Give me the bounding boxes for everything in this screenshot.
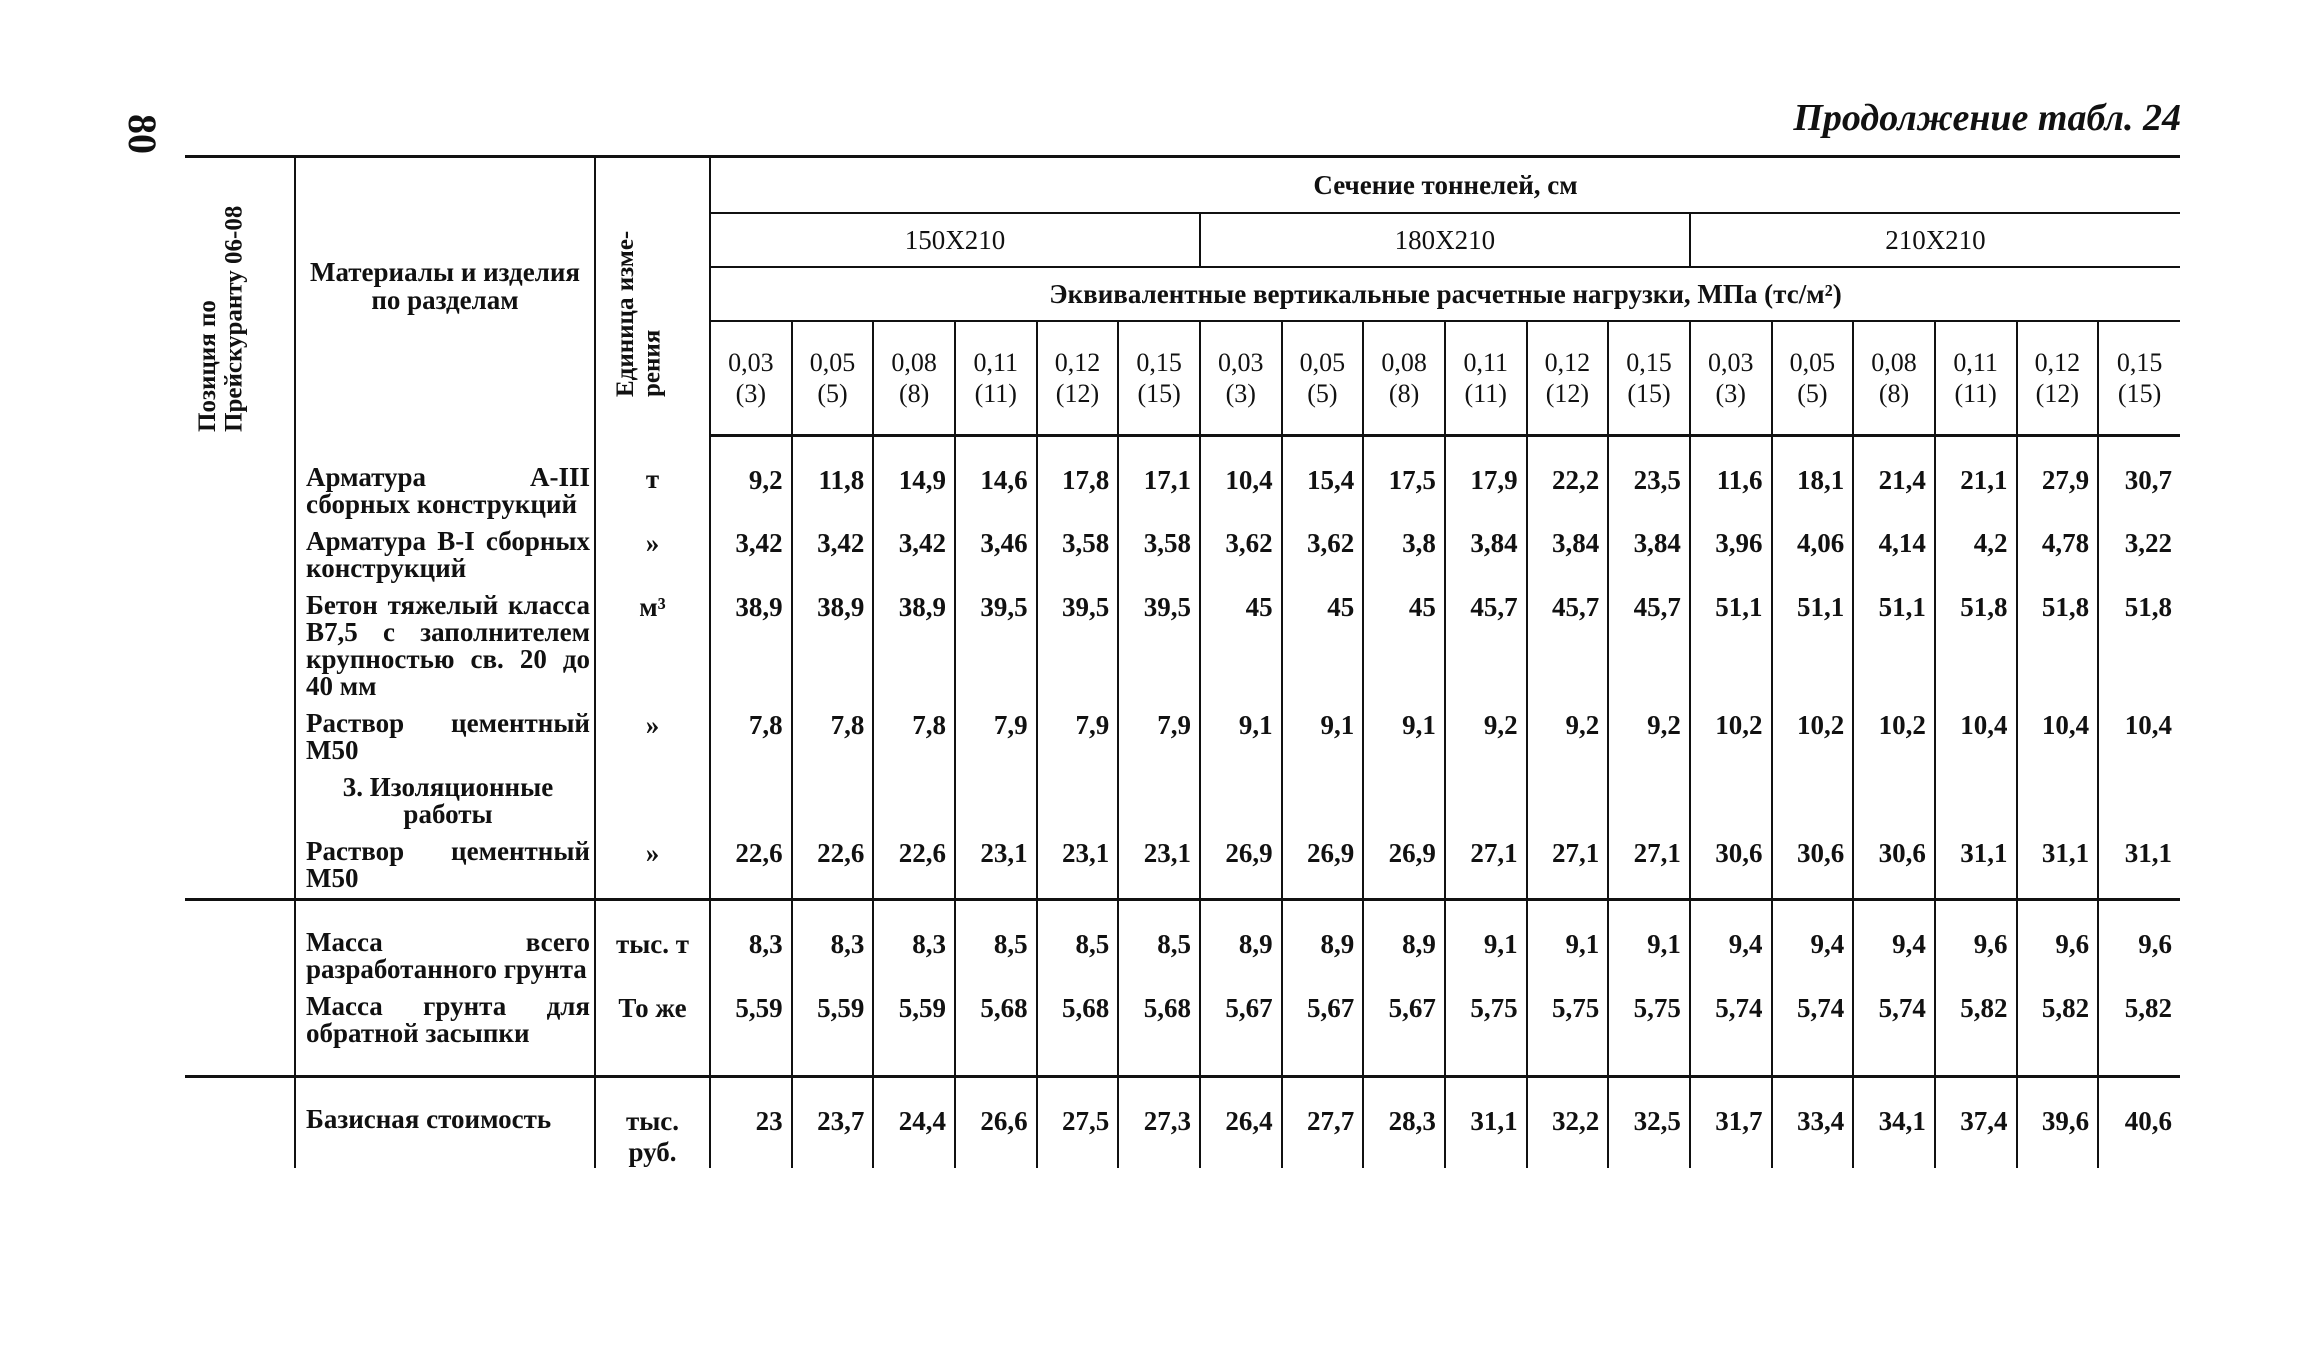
value-cell: 3,8 bbox=[1363, 524, 1445, 588]
header-load-10: 0,11 (11) bbox=[1445, 321, 1527, 436]
header-load-3: 0,08 (8) bbox=[873, 321, 955, 436]
position-cell bbox=[185, 588, 295, 706]
header-load-15: 0,08 (8) bbox=[1853, 321, 1935, 436]
value-cell bbox=[1853, 770, 1935, 834]
value-cell: 27,1 bbox=[1445, 834, 1527, 900]
value-cell: 5,59 bbox=[873, 989, 955, 1077]
value-cell: 8,3 bbox=[792, 899, 874, 989]
value-cell: 7,9 bbox=[1037, 706, 1119, 770]
value-cell: 27,5 bbox=[1037, 1076, 1119, 1168]
value-cell bbox=[955, 770, 1037, 834]
value-cell: 23 bbox=[710, 1076, 792, 1168]
value-cell: 5,68 bbox=[955, 989, 1037, 1077]
header-load-9: 0,08 (8) bbox=[1363, 321, 1445, 436]
value-cell: 27,9 bbox=[2017, 436, 2099, 524]
header-load-17: 0,12 (12) bbox=[2017, 321, 2099, 436]
value-cell: 9,2 bbox=[710, 436, 792, 524]
value-cell: 3,96 bbox=[1690, 524, 1772, 588]
value-cell: 27,7 bbox=[1282, 1076, 1364, 1168]
value-cell: 3,46 bbox=[955, 524, 1037, 588]
header-position bbox=[185, 157, 295, 436]
value-cell bbox=[1527, 770, 1609, 834]
material-cell: Раствор цементный М50 bbox=[295, 706, 595, 770]
value-cell bbox=[1282, 770, 1364, 834]
value-cell: 37,4 bbox=[1935, 1076, 2017, 1168]
unit-cell: » bbox=[595, 706, 710, 770]
value-cell: 3,62 bbox=[1200, 524, 1282, 588]
header-load-11: 0,12 (12) bbox=[1527, 321, 1609, 436]
value-cell: 5,74 bbox=[1853, 989, 1935, 1077]
value-cell: 10,4 bbox=[1935, 706, 2017, 770]
value-cell: 5,82 bbox=[2017, 989, 2099, 1077]
value-cell: 10,4 bbox=[2017, 706, 2099, 770]
value-cell bbox=[1608, 770, 1690, 834]
value-cell bbox=[873, 770, 955, 834]
value-cell bbox=[1935, 770, 2017, 834]
value-cell: 5,68 bbox=[1037, 989, 1119, 1077]
value-cell: 28,3 bbox=[1363, 1076, 1445, 1168]
value-cell: 3,42 bbox=[873, 524, 955, 588]
value-cell bbox=[1118, 770, 1200, 834]
value-cell bbox=[1363, 770, 1445, 834]
value-cell: 22,6 bbox=[710, 834, 792, 900]
material-cell: 3. Изоляционные работы bbox=[295, 770, 595, 834]
header-position-label: Позиция по Прейскуранту 06-08 bbox=[193, 205, 247, 432]
header-load-18: 0,15 (15) bbox=[2098, 321, 2180, 436]
value-cell: 33,4 bbox=[1772, 1076, 1854, 1168]
value-cell: 26,9 bbox=[1282, 834, 1364, 900]
value-cell: 7,8 bbox=[873, 706, 955, 770]
value-cell: 5,59 bbox=[710, 989, 792, 1077]
value-cell: 51,1 bbox=[1690, 588, 1772, 706]
unit-cell: м³ bbox=[595, 588, 710, 706]
value-cell: 9,1 bbox=[1445, 899, 1527, 989]
position-cell bbox=[185, 436, 295, 524]
value-cell: 45,7 bbox=[1445, 588, 1527, 706]
value-cell: 11,8 bbox=[792, 436, 874, 524]
value-cell: 32,2 bbox=[1527, 1076, 1609, 1168]
value-cell bbox=[710, 770, 792, 834]
header-load-6: 0,15 (15) bbox=[1118, 321, 1200, 436]
value-cell: 3,58 bbox=[1037, 524, 1119, 588]
value-cell: 8,5 bbox=[1037, 899, 1119, 989]
value-cell: 39,6 bbox=[2017, 1076, 2099, 1168]
value-cell: 27,1 bbox=[1527, 834, 1609, 900]
value-cell: 31,1 bbox=[1445, 1076, 1527, 1168]
value-cell: 51,8 bbox=[1935, 588, 2017, 706]
header-section-3: 210Х210 bbox=[1690, 213, 2180, 267]
value-cell: 26,4 bbox=[1200, 1076, 1282, 1168]
value-cell bbox=[1445, 770, 1527, 834]
value-cell: 22,2 bbox=[1527, 436, 1609, 524]
position-cell bbox=[185, 770, 295, 834]
header-section-2: 180Х210 bbox=[1200, 213, 1690, 267]
value-cell: 31,1 bbox=[1935, 834, 2017, 900]
header-unit bbox=[595, 157, 710, 436]
value-cell: 10,2 bbox=[1690, 706, 1772, 770]
unit-cell: » bbox=[595, 524, 710, 588]
value-cell: 10,4 bbox=[2098, 706, 2180, 770]
value-cell: 11,6 bbox=[1690, 436, 1772, 524]
value-cell: 8,5 bbox=[1118, 899, 1200, 989]
value-cell: 8,3 bbox=[873, 899, 955, 989]
value-cell: 9,6 bbox=[2017, 899, 2099, 989]
header-load-14: 0,05 (5) bbox=[1772, 321, 1854, 436]
header-load-2: 0,05 (5) bbox=[792, 321, 874, 436]
value-cell: 39,5 bbox=[1118, 588, 1200, 706]
value-cell: 7,9 bbox=[955, 706, 1037, 770]
value-cell: 9,1 bbox=[1527, 899, 1609, 989]
value-cell: 9,2 bbox=[1608, 706, 1690, 770]
value-cell: 17,8 bbox=[1037, 436, 1119, 524]
value-cell: 9,4 bbox=[1853, 899, 1935, 989]
position-cell bbox=[185, 524, 295, 588]
value-cell: 30,6 bbox=[1690, 834, 1772, 900]
table-row bbox=[185, 1076, 2180, 1168]
value-cell: 27,1 bbox=[1608, 834, 1690, 900]
value-cell: 3,58 bbox=[1118, 524, 1200, 588]
value-cell: 26,9 bbox=[1200, 834, 1282, 900]
value-cell: 5,82 bbox=[2098, 989, 2180, 1077]
value-cell: 5,74 bbox=[1772, 989, 1854, 1077]
value-cell: 9,6 bbox=[1935, 899, 2017, 989]
header-material bbox=[295, 157, 595, 436]
value-cell: 5,75 bbox=[1527, 989, 1609, 1077]
value-cell: 4,14 bbox=[1853, 524, 1935, 588]
position-cell bbox=[185, 1076, 295, 1168]
value-cell: 15,4 bbox=[1282, 436, 1364, 524]
value-cell: 26,9 bbox=[1363, 834, 1445, 900]
value-cell: 23,7 bbox=[792, 1076, 874, 1168]
value-cell: 38,9 bbox=[792, 588, 874, 706]
header-load-16: 0,11 (11) bbox=[1935, 321, 2017, 436]
value-cell: 22,6 bbox=[792, 834, 874, 900]
table-row bbox=[185, 834, 2180, 900]
value-cell: 9,4 bbox=[1690, 899, 1772, 989]
header-section-title: Сечение тоннелей, см bbox=[710, 157, 2180, 214]
position-cell bbox=[185, 899, 295, 989]
value-cell: 9,2 bbox=[1445, 706, 1527, 770]
value-cell: 34,1 bbox=[1853, 1076, 1935, 1168]
value-cell: 26,6 bbox=[955, 1076, 1037, 1168]
header-load-5: 0,12 (12) bbox=[1037, 321, 1119, 436]
material-cell: Раствор цементный М50 bbox=[295, 834, 595, 900]
value-cell: 22,6 bbox=[873, 834, 955, 900]
value-cell bbox=[1037, 770, 1119, 834]
value-cell: 9,6 bbox=[2098, 899, 2180, 989]
material-cell: Базисная стоимость bbox=[295, 1076, 595, 1168]
value-cell: 3,22 bbox=[2098, 524, 2180, 588]
value-cell: 8,9 bbox=[1282, 899, 1364, 989]
value-cell: 45 bbox=[1200, 588, 1282, 706]
unit-cell: То же bbox=[595, 989, 710, 1077]
value-cell: 5,67 bbox=[1282, 989, 1364, 1077]
material-cell: Арматура В-I сборных конструкций bbox=[295, 524, 595, 588]
value-cell: 51,1 bbox=[1853, 588, 1935, 706]
material-cell: Бетон тяжелый класса В7,5 с заполнителем крупностью св. 20 до 40 мм bbox=[295, 588, 595, 706]
value-cell: 23,1 bbox=[1118, 834, 1200, 900]
value-cell: 17,5 bbox=[1363, 436, 1445, 524]
header-load-1: 0,03 (3) bbox=[710, 321, 792, 436]
header-unit-label: Единица изме-рения bbox=[611, 230, 665, 397]
value-cell: 9,2 bbox=[1527, 706, 1609, 770]
value-cell: 4,06 bbox=[1772, 524, 1854, 588]
value-cell: 14,6 bbox=[955, 436, 1037, 524]
header-load-12: 0,15 (15) bbox=[1608, 321, 1690, 436]
value-cell: 3,42 bbox=[710, 524, 792, 588]
value-cell: 8,3 bbox=[710, 899, 792, 989]
value-cell: 9,1 bbox=[1608, 899, 1690, 989]
value-cell bbox=[2098, 770, 2180, 834]
data-table bbox=[185, 155, 2180, 1168]
value-cell: 45,7 bbox=[1527, 588, 1609, 706]
position-cell bbox=[185, 834, 295, 900]
value-cell: 30,6 bbox=[1772, 834, 1854, 900]
value-cell: 31,7 bbox=[1690, 1076, 1772, 1168]
header-load-8: 0,05 (5) bbox=[1282, 321, 1364, 436]
value-cell: 7,8 bbox=[792, 706, 874, 770]
value-cell: 9,1 bbox=[1200, 706, 1282, 770]
value-cell: 23,1 bbox=[955, 834, 1037, 900]
value-cell: 21,4 bbox=[1853, 436, 1935, 524]
value-cell: 38,9 bbox=[873, 588, 955, 706]
value-cell: 7,9 bbox=[1118, 706, 1200, 770]
material-cell: Масса всего разработанного грунта bbox=[295, 899, 595, 989]
value-cell: 10,2 bbox=[1772, 706, 1854, 770]
header-load-title: Эквивалентные вертикальные расчетные нагрузки, МПа (тс/м²) bbox=[710, 267, 2180, 321]
value-cell: 23,5 bbox=[1608, 436, 1690, 524]
unit-cell bbox=[595, 770, 710, 834]
value-cell: 31,1 bbox=[2017, 834, 2099, 900]
value-cell: 8,9 bbox=[1363, 899, 1445, 989]
value-cell: 21,1 bbox=[1935, 436, 2017, 524]
header-material-label: Материалы и изделия по разделам bbox=[310, 257, 580, 316]
value-cell: 40,6 bbox=[2098, 1076, 2180, 1168]
value-cell: 3,84 bbox=[1445, 524, 1527, 588]
value-cell: 5,59 bbox=[792, 989, 874, 1077]
value-cell: 5,75 bbox=[1445, 989, 1527, 1077]
value-cell: 39,5 bbox=[1037, 588, 1119, 706]
value-cell: 17,1 bbox=[1118, 436, 1200, 524]
value-cell: 45 bbox=[1282, 588, 1364, 706]
value-cell bbox=[1200, 770, 1282, 834]
header-load-13: 0,03 (3) bbox=[1690, 321, 1772, 436]
value-cell: 5,82 bbox=[1935, 989, 2017, 1077]
value-cell: 17,9 bbox=[1445, 436, 1527, 524]
value-cell bbox=[1772, 770, 1854, 834]
value-cell: 5,74 bbox=[1690, 989, 1772, 1077]
value-cell: 27,3 bbox=[1118, 1076, 1200, 1168]
value-cell: 51,1 bbox=[1772, 588, 1854, 706]
material-cell: Арматура А-III сборных конструкций bbox=[295, 436, 595, 524]
unit-cell: » bbox=[595, 834, 710, 900]
value-cell: 5,67 bbox=[1363, 989, 1445, 1077]
value-cell: 3,84 bbox=[1527, 524, 1609, 588]
value-cell: 3,42 bbox=[792, 524, 874, 588]
value-cell: 3,84 bbox=[1608, 524, 1690, 588]
unit-cell: т bbox=[595, 436, 710, 524]
table-caption: Продолжение табл. 24 bbox=[1793, 97, 2181, 139]
value-cell: 51,8 bbox=[2017, 588, 2099, 706]
position-cell bbox=[185, 989, 295, 1077]
value-cell: 8,9 bbox=[1200, 899, 1282, 989]
value-cell: 8,5 bbox=[955, 899, 1037, 989]
header-load-7: 0,03 (3) bbox=[1200, 321, 1282, 436]
value-cell: 38,9 bbox=[710, 588, 792, 706]
value-cell bbox=[2017, 770, 2099, 834]
header-section-1: 150Х210 bbox=[710, 213, 1200, 267]
table-row bbox=[185, 588, 2180, 706]
value-cell bbox=[1690, 770, 1772, 834]
value-cell: 39,5 bbox=[955, 588, 1037, 706]
value-cell: 9,4 bbox=[1772, 899, 1854, 989]
value-cell bbox=[792, 770, 874, 834]
value-cell: 14,9 bbox=[873, 436, 955, 524]
value-cell: 10,2 bbox=[1853, 706, 1935, 770]
position-cell bbox=[185, 706, 295, 770]
value-cell: 5,68 bbox=[1118, 989, 1200, 1077]
value-cell: 9,1 bbox=[1363, 706, 1445, 770]
table-row bbox=[185, 899, 2180, 989]
page-number: 80 bbox=[120, 114, 165, 154]
value-cell: 51,8 bbox=[2098, 588, 2180, 706]
value-cell: 4,78 bbox=[2017, 524, 2099, 588]
table-row bbox=[185, 436, 2180, 524]
value-cell: 18,1 bbox=[1772, 436, 1854, 524]
value-cell: 32,5 bbox=[1608, 1076, 1690, 1168]
value-cell: 5,67 bbox=[1200, 989, 1282, 1077]
value-cell: 30,6 bbox=[1853, 834, 1935, 900]
value-cell: 4,2 bbox=[1935, 524, 2017, 588]
table-row bbox=[185, 706, 2180, 770]
table-row bbox=[185, 989, 2180, 1077]
value-cell: 5,75 bbox=[1608, 989, 1690, 1077]
value-cell: 7,8 bbox=[710, 706, 792, 770]
material-cell: Масса грунта для обратной засыпки bbox=[295, 989, 595, 1077]
value-cell: 9,1 bbox=[1282, 706, 1364, 770]
value-cell: 24,4 bbox=[873, 1076, 955, 1168]
header-load-4: 0,11 (11) bbox=[955, 321, 1037, 436]
value-cell: 45 bbox=[1363, 588, 1445, 706]
value-cell: 3,62 bbox=[1282, 524, 1364, 588]
value-cell: 10,4 bbox=[1200, 436, 1282, 524]
value-cell: 45,7 bbox=[1608, 588, 1690, 706]
value-cell: 23,1 bbox=[1037, 834, 1119, 900]
unit-cell: тыс. т bbox=[595, 899, 710, 989]
table-row bbox=[185, 770, 2180, 834]
value-cell: 30,7 bbox=[2098, 436, 2180, 524]
unit-cell: тыс. руб. bbox=[595, 1076, 710, 1168]
table-row bbox=[185, 524, 2180, 588]
value-cell: 31,1 bbox=[2098, 834, 2180, 900]
